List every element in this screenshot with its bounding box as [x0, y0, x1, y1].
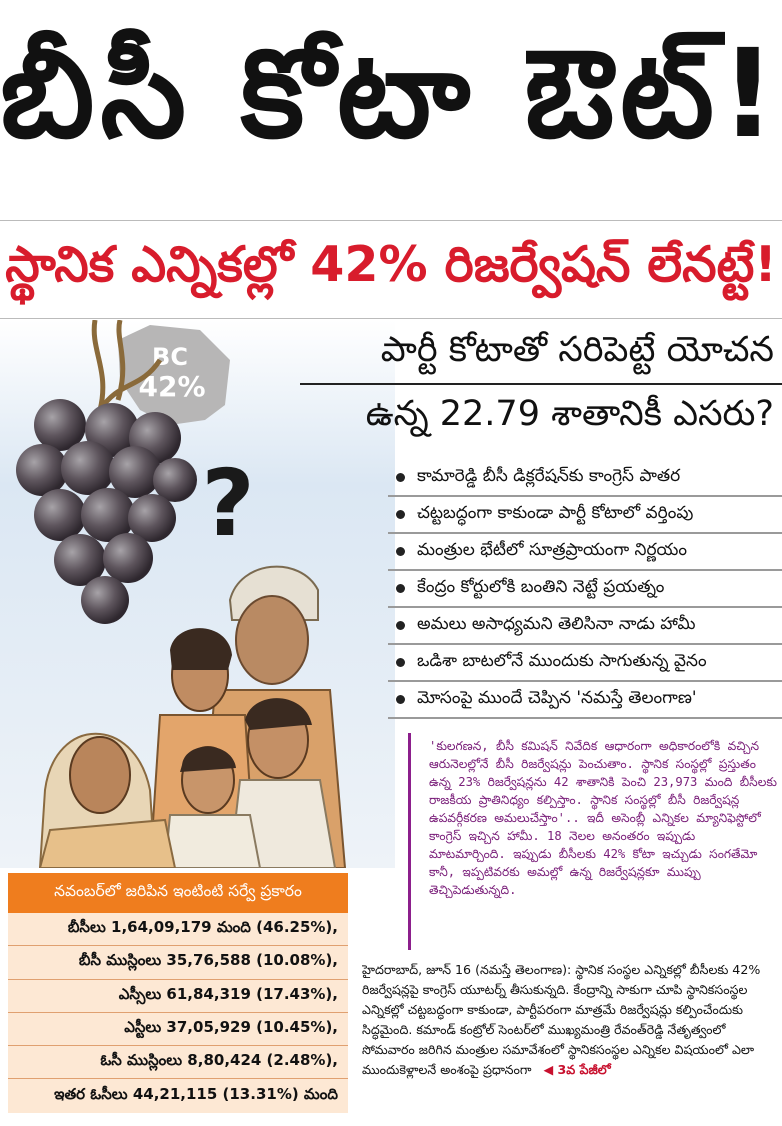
key-point	[388, 497, 782, 534]
key-point	[388, 608, 782, 645]
deck-divider	[300, 383, 782, 385]
key-point-text: అమలు అసాధ్యమని తెలిసినా నాడు హామీ	[417, 613, 696, 634]
key-point-text: కేంద్రం కోర్టులోకి బంతిని నెట్టే ప్రయత్నం	[417, 576, 665, 597]
key-point	[388, 534, 782, 571]
key-point-text: మోసంపై ముందే చెప్పిన 'నమస్తే తెలంగాణ'	[417, 687, 697, 708]
article-body-text: హైదరాబాద్, జూన్ 16 (నమస్తే తెలంగాణ): స్థానిక సంస్థల ఎన్నికల్లో బీసీలకు 42% రిజర్వేషన్లపై కాంగ్రెస్ యూటర్న్ తీసుకున్నది. కేంద్రాన్ని సాకుగా చూపి స్థానికసంస్థల ఎన్నికల్లో చట్టబద్ధంగా కాకుండా, పార్టీపరంగా మాత్రమే రిజర్వేషన్లు కల్పించేందుకు సిద్ధమైంది. కమాండ్ కంట్రోల్ సెంటర్‌లో ముఖ్యమంత్రి రేవంత్‌రెడ్డి నేతృత్వంలో సోమవారం జరిగిన మంత్రుల సమావేశంలో స్థానికసంస్థల ఎన్నికల విషయంలో ఎలా ముందుకెళ్లాలనే అంశంపై ప్రధానంగా	[362, 962, 761, 1077]
bullet-dot-icon	[396, 658, 405, 667]
bullet-dot-icon	[396, 621, 405, 630]
deck-line-1: పార్టీ కోటాతో సరిపెట్టే యోచన	[380, 330, 774, 370]
survey-row: ఎస్టీలు 37,05,929 (10.45%),	[8, 1013, 348, 1046]
survey-row: ఇతర ఓసీలు 44,21,115 (13.31%) మంది	[54, 1085, 338, 1104]
subheadline: స్థానిక ఎన్నికల్లో 42% రిజర్వేషన్ లేనట్టే!	[5, 235, 777, 293]
key-point-text: ఒడిశా బాటలోనే ముందుకు సాగుతున్న వైనం	[417, 650, 707, 671]
key-point	[388, 645, 782, 682]
headline: బీసీ కోటా ఔట్!	[0, 23, 782, 165]
bullet-dot-icon	[396, 510, 405, 519]
article-body	[362, 960, 778, 1120]
subheadline-divider	[0, 318, 782, 319]
bullet-dot-icon	[396, 584, 405, 593]
survey-table	[8, 913, 348, 1113]
survey-title: నవంబర్‌లో జరిపిన ఇంటింటి సర్వే ప్రకారం	[8, 873, 348, 913]
manifesto-quote: 'కులగణన, బీసీ కమిషన్ నివేదిక ఆధారంగా అధికారంలోకి వచ్చిన ఆరునెలల్లోనే బీసీ రిజర్వేషన్లు పెంచుతాం. స్థానిక సంస్థల్లో ప్రస్తుతం ఉన్న 23% రిజర్వేషన్లను 42 శాతానికి పెంచి 23,973 మంది బీసీలకు రాజకీయ ప్రాతినిధ్యం కల్పిస్తాం. స్థానిక సంస్థల్లో బీసీ రిజర్వేషన్ల ఉపవర్గీకరణ అమలుచేస్తాం'.. ఇదీ అసెంబ్లీ ఎన్నికల మ్యానిఫెస్టోలో కాంగ్రెస్ ఇచ్చిన హామీ. 18 నెలల అనంతరం ఇప్పుడు మాటమార్చింది. ఇప్పుడు బీసీలకు 42% కోటా ఇచ్చుడు సంగతేమో కానీ, ఇప్పటివరకు అమల్లో ఉన్న రిజర్వేషన్లకూ ముప్పు తెచ్చిపెడుతున్నది.	[408, 733, 782, 950]
badge-line1: BC	[152, 343, 188, 371]
survey-row: ఎస్సీలు 61,84,319 (17.43%),	[8, 980, 348, 1013]
bullet-dot-icon	[396, 473, 405, 482]
bullet-dot-icon	[396, 695, 405, 704]
survey-row: బీసీ ముస్లింలు 35,76,588 (10.08%),	[8, 946, 348, 979]
question-mark: ?	[201, 450, 255, 557]
key-point	[388, 460, 782, 497]
deck-line-2: ఉన్న 22.79 శాతానికీ ఎసరు?	[365, 394, 774, 434]
key-point-text: మంత్రుల భేటీలో సూత్రప్రాయంగా నిర్ణయం	[417, 539, 688, 560]
key-point-text: చట్టబద్ధంగా కాకుండా పార్టీ కోటాలో వర్తింపు	[417, 502, 694, 523]
continued-link[interactable]	[543, 1062, 610, 1077]
grapes-family-illustration	[0, 320, 395, 868]
survey-row: బీసీలు 1,64,09,179 మంది (46.25%),	[8, 913, 348, 946]
continue-arrow-icon: ◀	[543, 1062, 554, 1077]
key-points-list	[388, 460, 782, 719]
key-point	[388, 682, 782, 719]
key-point-text: కామారెడ్డి బీసీ డిక్లరేషన్‌కు కాంగ్రెస్ పాతర	[417, 465, 681, 486]
headline-divider	[0, 220, 782, 221]
survey-row: ఓసీ ముస్లింలు 8,80,424 (2.48%),	[8, 1046, 348, 1079]
continued-label: 3వ పేజీలో	[557, 1062, 611, 1077]
badge-line2: 42%	[138, 370, 206, 403]
key-point	[388, 571, 782, 608]
bullet-dot-icon	[396, 547, 405, 556]
